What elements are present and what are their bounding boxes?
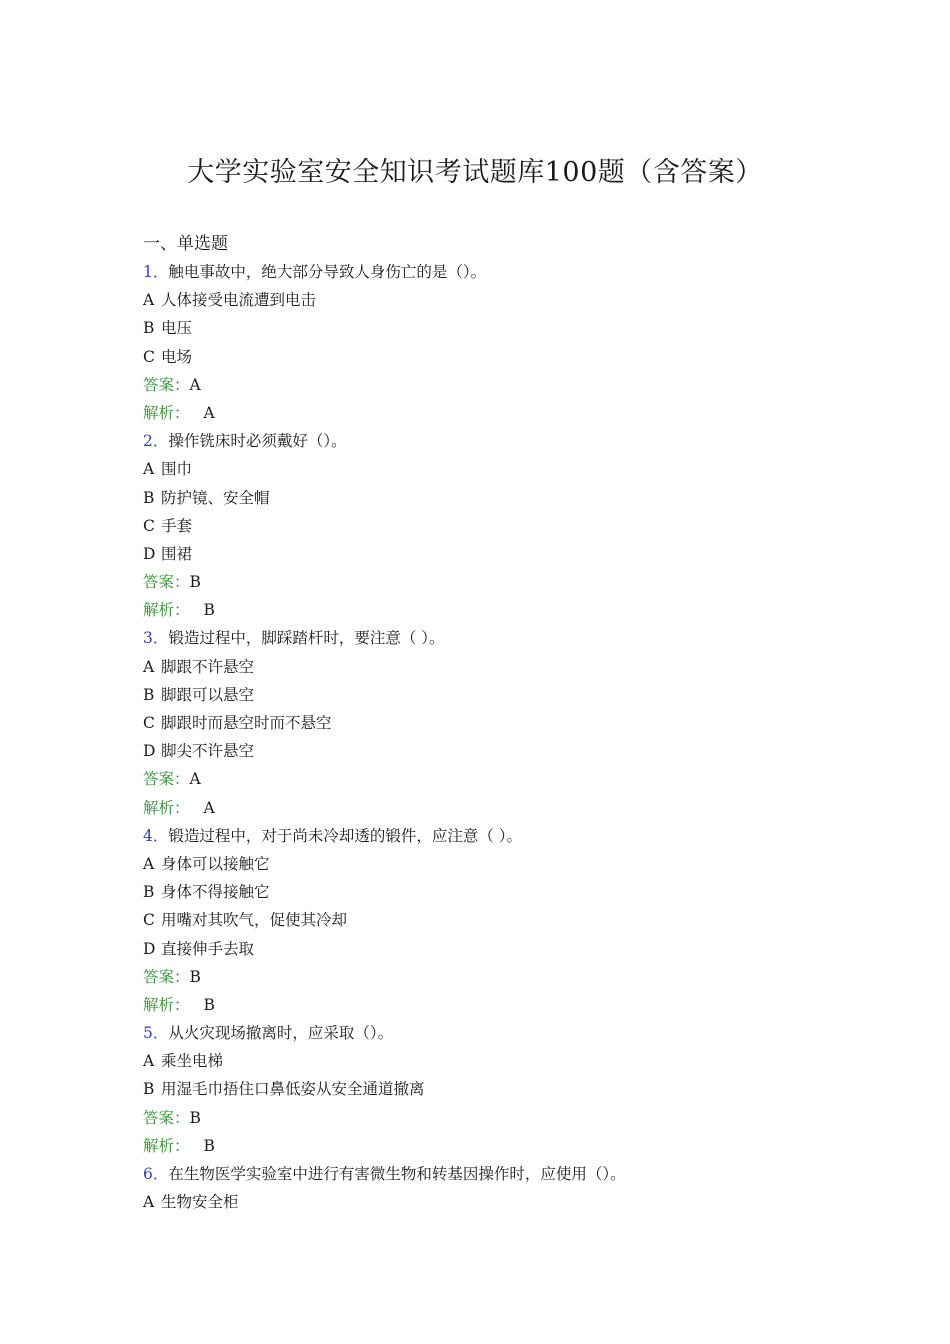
answer-option <box>143 343 903 371</box>
option-text: 电场 <box>161 347 193 366</box>
analysis-label: 解析： <box>143 995 190 1014</box>
question-text: 锻造过程中，脚踩踏杆时，要注意（ ）。 <box>168 629 445 648</box>
answer-option <box>143 850 903 878</box>
option-letter: C <box>143 714 155 732</box>
analysis-label: 解析： <box>143 798 190 817</box>
option-letter: A <box>143 1193 155 1212</box>
answer-line <box>143 1104 903 1132</box>
question-stem <box>143 624 903 652</box>
answer-option <box>143 540 903 568</box>
option-text: 脚尖不许悬空 <box>161 742 255 761</box>
answer-option <box>143 737 903 765</box>
option-letter: D <box>143 742 156 761</box>
question-text: 在生物医学实验室中进行有害微生物和转基因操作时，应使用（）。 <box>168 1165 626 1183</box>
analysis-value: A <box>203 798 215 817</box>
question-number: 3． <box>143 629 169 648</box>
option-letter: A <box>143 291 155 310</box>
option-letter: B <box>143 1080 155 1099</box>
option-letter: B <box>143 319 155 338</box>
option-text: 乘坐电梯 <box>161 1052 224 1071</box>
analysis-label: 解析： <box>143 601 190 620</box>
option-letter: C <box>143 911 155 930</box>
analysis-label: 解析： <box>143 1136 190 1155</box>
answer-option <box>143 935 903 963</box>
question-number: 5． <box>143 1024 169 1043</box>
option-letter: B <box>143 488 155 507</box>
answer-option <box>143 681 903 709</box>
question-number: 2． <box>143 432 169 451</box>
option-text: 用湿毛巾捂住口鼻低姿从安全通道撤离 <box>161 1080 425 1099</box>
analysis-label: 解析： <box>143 403 190 422</box>
option-text: 脚跟时而悬空时而不悬空 <box>161 714 332 732</box>
option-text: 用嘴对其吹气，促使其冷却 <box>161 911 348 930</box>
option-letter: A <box>143 657 155 676</box>
option-letter: B <box>143 883 155 902</box>
analysis-value: B <box>203 1136 215 1155</box>
answer-option <box>143 1075 903 1103</box>
answer-line <box>143 371 903 399</box>
answer-value: B <box>189 1108 201 1127</box>
option-letter: A <box>143 854 155 873</box>
answer-option <box>143 1188 903 1216</box>
answer-line <box>143 568 903 596</box>
question-stem <box>143 822 903 850</box>
answer-option <box>143 512 903 540</box>
option-text: 身体可以接触它 <box>161 854 270 873</box>
option-text: 手套 <box>161 516 193 535</box>
answer-label: 答案： <box>143 1108 190 1127</box>
option-text: 防护镜、安全帽 <box>161 488 270 507</box>
question-text: 从火灾现场撤离时，应采取（）。 <box>168 1024 394 1043</box>
answer-line <box>143 765 903 793</box>
question-number: 6． <box>143 1165 169 1183</box>
analysis-line <box>143 596 903 624</box>
answer-option <box>143 314 903 342</box>
answer-value: B <box>189 573 201 592</box>
option-letter: D <box>143 544 156 563</box>
answer-option <box>143 286 903 314</box>
question-stem <box>143 258 903 286</box>
question-text: 锻造过程中，对于尚未冷却透的锻件，应注意（ ）。 <box>168 826 523 845</box>
answer-label: 答案： <box>143 375 190 394</box>
analysis-line <box>143 991 903 1019</box>
question-list <box>143 258 903 1216</box>
answer-option <box>143 709 903 737</box>
option-text: 身体不得接触它 <box>161 883 270 902</box>
answer-option <box>143 906 903 934</box>
analysis-value: B <box>203 601 215 620</box>
answer-line <box>143 963 903 991</box>
question-stem <box>143 1160 903 1188</box>
question-number: 1． <box>143 263 169 281</box>
analysis-value: A <box>203 403 215 422</box>
question-text: 触电事故中，绝大部分导致人身伤亡的是（）。 <box>168 263 487 281</box>
question-number: 4． <box>143 826 169 845</box>
option-text: 脚跟可以悬空 <box>161 685 255 704</box>
question-stem <box>143 1019 903 1047</box>
option-letter: C <box>143 516 155 535</box>
option-letter: B <box>143 685 155 704</box>
option-text: 电压 <box>161 319 193 338</box>
analysis-line <box>143 399 903 427</box>
option-text: 人体接受电流遭到电击 <box>161 291 317 310</box>
answer-option <box>143 484 903 512</box>
answer-value: B <box>189 967 201 986</box>
option-text: 脚跟不许悬空 <box>161 657 255 676</box>
answer-option <box>143 878 903 906</box>
option-text: 直接伸手去取 <box>161 939 255 958</box>
answer-label: 答案： <box>143 770 190 789</box>
answer-option <box>143 653 903 681</box>
analysis-value: B <box>203 995 215 1014</box>
analysis-line <box>143 1132 903 1160</box>
question-text: 操作铣床时必须戴好（）。 <box>168 432 347 451</box>
answer-value: A <box>189 770 201 789</box>
option-letter: C <box>143 347 155 366</box>
option-letter: D <box>143 939 156 958</box>
option-letter: A <box>143 460 155 479</box>
answer-label: 答案： <box>143 573 190 592</box>
answer-label: 答案： <box>143 967 190 986</box>
option-letter: A <box>143 1052 155 1071</box>
answer-value: A <box>189 375 201 394</box>
section-heading: 一、单选题 <box>143 234 228 254</box>
analysis-line <box>143 794 903 822</box>
option-text: 生物安全柜 <box>161 1193 239 1212</box>
question-stem <box>143 427 903 455</box>
document-title: 大学实验室安全知识考试题库100题（含答案） <box>187 157 763 188</box>
option-text: 围巾 <box>161 460 193 479</box>
answer-option <box>143 455 903 483</box>
option-text: 围裙 <box>161 544 193 563</box>
answer-option <box>143 1047 903 1075</box>
